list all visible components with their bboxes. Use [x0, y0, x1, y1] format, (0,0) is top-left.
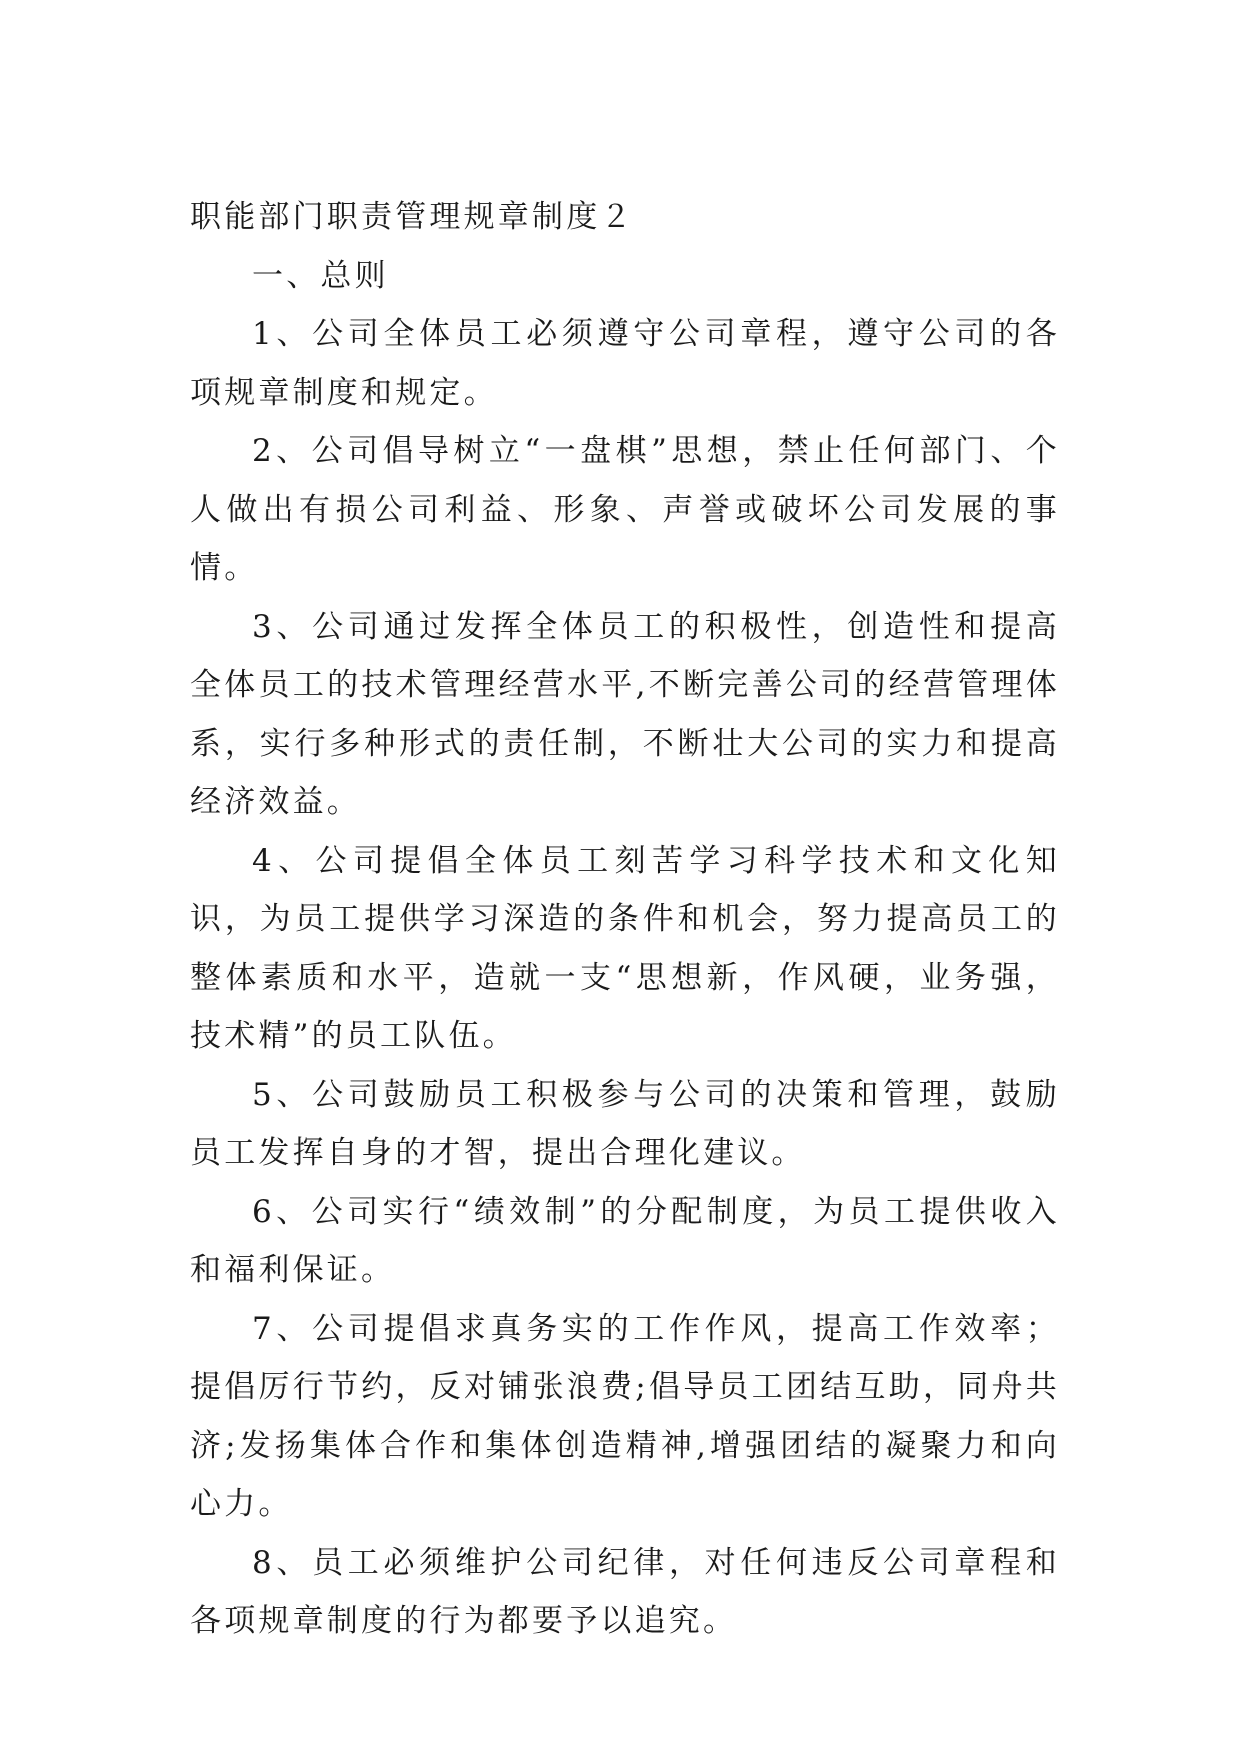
clause-7: 7、公司提倡求真务实的工作作风，提高工作效率；提倡厉行节约，反对铺张浪费;倡导员工团结互助，同舟共济;发扬集体合作和集体创造精神,增强团结的凝聚力和向心力。: [190, 1310, 1060, 1522]
clause-1: 1、公司全体员工必须遵守公司章程，遵守公司的各项规章制度和规定。: [190, 316, 1060, 411]
clause-4: 4、公司提倡全体员工刻苦学习科学技术和文化知识，为员工提供学习深造的条件和机会，努力提高员工的整体素质和水平，造就一支“思想新，作风硬，业务强，技术精”的员工队伍。: [190, 842, 1060, 1054]
document-body: [190, 188, 1060, 1651]
section-heading: 一、总则: [252, 257, 389, 294]
clause-3: 3、公司通过发挥全体员工的积极性，创造性和提高全体员工的技术管理经营水平,不断完善公司的经营管理体系，实行多种形式的责任制，不断壮大公司的实力和提高经济效益。: [190, 608, 1060, 820]
clause-8: 8、员工必须维护公司纪律，对任何违反公司章程和各项规章制度的行为都要予以追究。: [190, 1544, 1060, 1639]
clause-2: 2、公司倡导树立“一盘棋”思想，禁止任何部门、个人做出有损公司利益、形象、声誉或破坏公司发展的事情。: [190, 433, 1060, 586]
clause-6: 6、公司实行“绩效制”的分配制度，为员工提供收入和福利保证。: [190, 1193, 1060, 1288]
clause-5: 5、公司鼓励员工积极参与公司的决策和管理，鼓励员工发挥自身的才智，提出合理化建议。: [190, 1076, 1060, 1171]
document-title: 职能部门职责管理规章制度２: [190, 199, 635, 235]
